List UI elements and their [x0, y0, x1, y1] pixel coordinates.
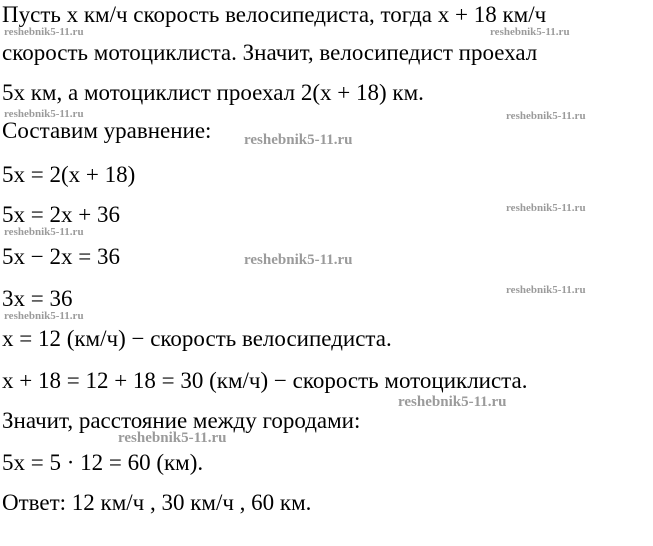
watermark: reshebnik5-11.ru — [4, 108, 84, 120]
text-line-1: Пусть x км/ч скорость велосипедиста, тогда x + 18 км/ч — [2, 2, 547, 27]
watermark: reshebnik5-11.ru — [506, 202, 586, 214]
watermark: reshebnik5-11.ru — [490, 26, 570, 38]
watermark: reshebnik5-11.ru — [506, 110, 586, 122]
watermark: reshebnik5-11.ru — [398, 394, 507, 410]
equation-1: 5x = 2(x + 18) — [2, 162, 136, 187]
text-line-2: скорость мотоциклиста. Значит, велосипедист проехал — [2, 40, 538, 65]
result-bicyclist-speed: x = 12 (км/ч) − скорость велосипедиста. — [2, 326, 392, 351]
equation-3: 5x − 2x = 36 — [2, 244, 120, 269]
equation-4: 3x = 36 — [2, 286, 73, 311]
text-line-3: 5x км, а мотоциклист проехал 2(x + 18) км. — [2, 80, 424, 105]
answer-line: Ответ: 12 км/ч , 30 км/ч , 60 км. — [2, 490, 312, 515]
watermark: reshebnik5-11.ru — [4, 310, 84, 322]
watermark: reshebnik5-11.ru — [4, 226, 84, 238]
watermark: reshebnik5-11.ru — [506, 284, 586, 296]
text-line-4: Составим уравнение: — [2, 118, 212, 143]
watermark: reshebnik5-11.ru — [4, 26, 84, 38]
result-motorcyclist-speed: x + 18 = 12 + 18 = 30 (км/ч) − скорость мотоциклиста. — [2, 368, 528, 393]
watermark: reshebnik5-11.ru — [118, 430, 227, 446]
watermark: reshebnik5-11.ru — [244, 252, 353, 268]
equation-2: 5x = 2x + 36 — [2, 202, 120, 227]
watermark: reshebnik5-11.ru — [244, 132, 353, 148]
text-line-distance: Значит, расстояние между городами: — [2, 408, 361, 433]
result-distance: 5x = 5 · 12 = 60 (км). — [2, 450, 204, 475]
